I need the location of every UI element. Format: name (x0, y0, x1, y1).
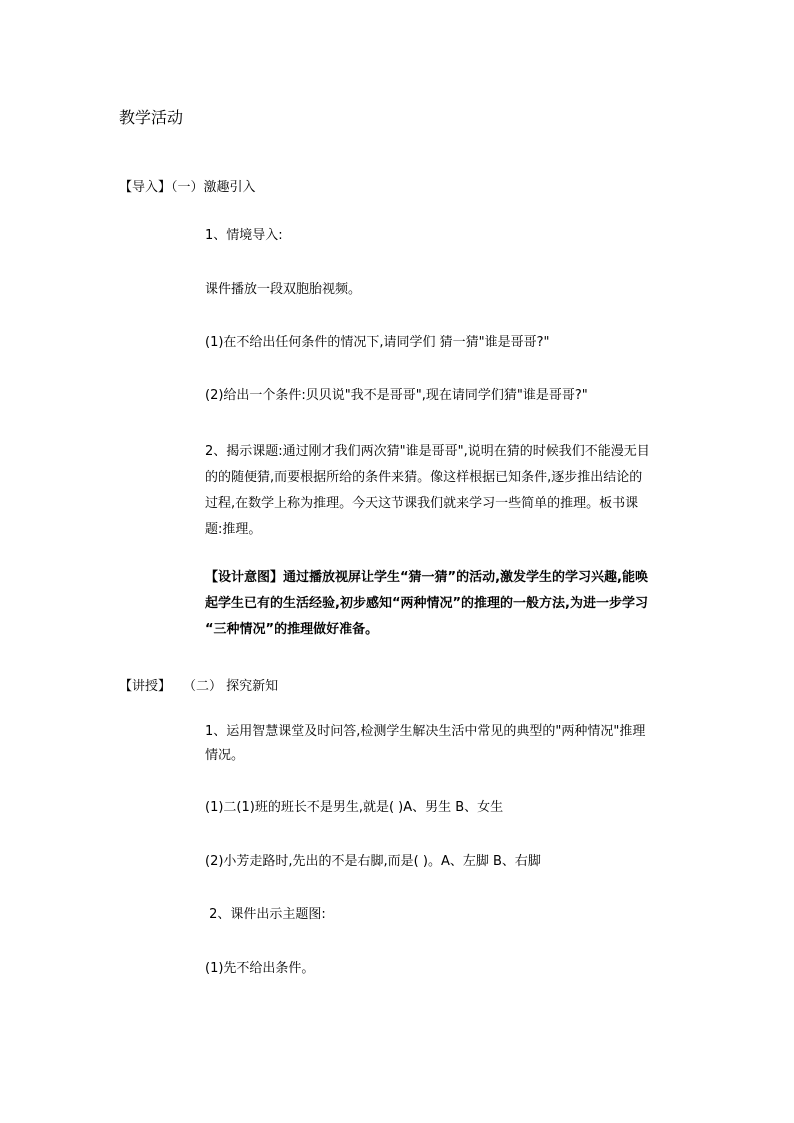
section-intro-heading (119, 178, 256, 198)
paragraph-video: 课件播放一段双胞胎视频。 (205, 282, 362, 297)
design-tag: 【设计意图】 (205, 570, 284, 585)
design-line-3: “三种情况”的推理做好准备。 (205, 622, 379, 637)
design-text-1: 通过播放视屏让学生“猜一猜”的活动,激发学生的学习兴趣,能唤 (283, 570, 648, 585)
paragraph-design-intent (205, 565, 680, 643)
design-line-1 (205, 565, 680, 591)
paragraph-no-condition: (1)先不给出条件。 (205, 961, 315, 976)
design-line-2: 起学生已有的生活经验,初步感知“两种情况”的推理的一般方法,为进一步学习 (205, 596, 648, 611)
page-title: 教学活动 (119, 108, 184, 127)
section-teach-tag: 【讲授】 (119, 679, 172, 694)
section-teach-heading (119, 677, 278, 697)
paragraph-question-2: (2)给出一个条件:贝贝说"我不是哥哥",现在请同学们猜"谁是哥哥?" (205, 388, 588, 403)
paragraph-theme-image: 2、课件出示主题图: (205, 907, 326, 922)
section-teach-title: （二） 探究新知 (183, 679, 279, 694)
section-intro-title: （一）激趣引入 (171, 180, 256, 195)
reveal-line-2: 的的随便猜,而要根据所给的条件来猜。像这样根据已知条件,逐步推出结论的 (205, 470, 643, 485)
section-intro-tag: 【导入】 (119, 180, 172, 195)
reveal-line-3: 过程,在数学上称为推理。今天这节课我们就来学习一些简单的推理。板书课 (205, 496, 639, 511)
reveal-line-1: 2、揭示课题:通过刚才我们两次猜"谁是哥哥",说明在猜的时候我们不能漫无目 (205, 444, 650, 459)
paragraph-situation: 1、情境导入: (205, 228, 283, 243)
reveal-line-4: 题:推理。 (205, 522, 262, 537)
paragraph-exercise-1: (1)二(1)班的班长不是男生,就是( )A、男生 B、女生 (205, 800, 504, 815)
paragraph-question-1: (1)在不给出任何条件的情况下,请同学们 猜一猜"谁是哥哥?" (205, 335, 550, 350)
paragraph-reveal-topic (205, 439, 680, 543)
smart-line-2: 情况。 (205, 748, 245, 763)
smart-line-1: 1、运用智慧课堂及时问答,检测学生解决生活中常见的典型的"两种情况"推理 (205, 724, 646, 739)
paragraph-smart-classroom (205, 720, 680, 768)
paragraph-exercise-2: (2)小芳走路时,先出的不是右脚,而是( )。A、左脚 B、右脚 (205, 854, 541, 869)
